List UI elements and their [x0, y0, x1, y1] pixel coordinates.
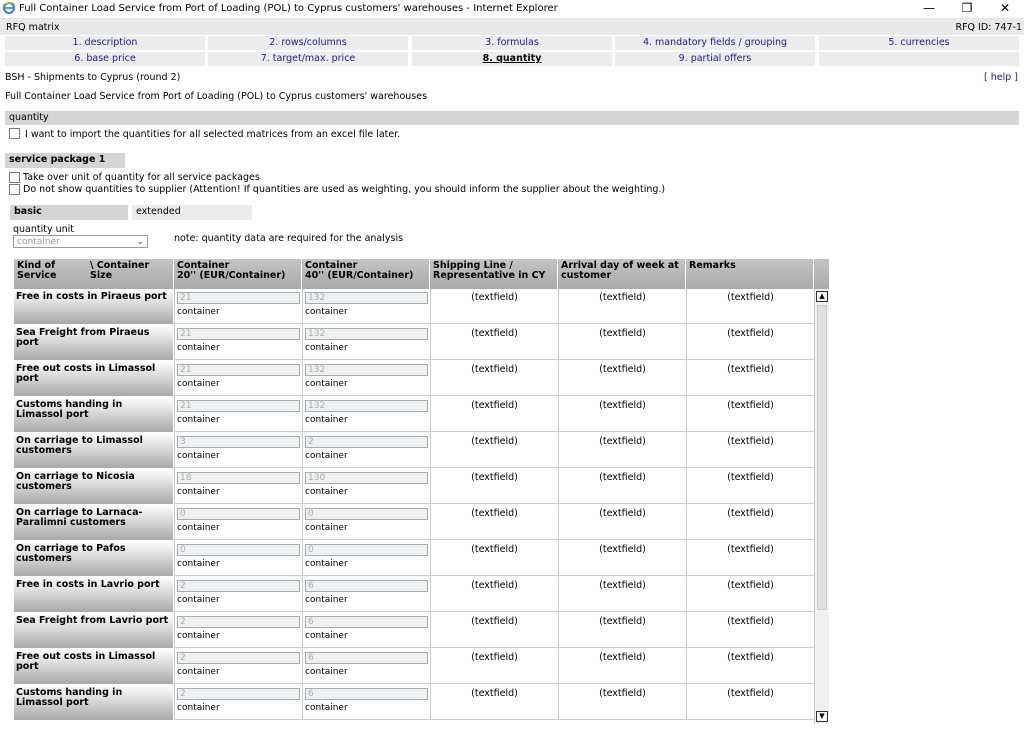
quantity-cell	[174, 325, 302, 360]
textfield-placeholder: (textfield)	[727, 616, 774, 627]
quantity-cell	[302, 469, 430, 504]
textfield-placeholder: (textfield)	[471, 616, 518, 627]
row-label: Free out costs in Limassol port	[14, 649, 173, 684]
quantity-cell	[174, 361, 302, 396]
textfield-placeholder: (textfield)	[471, 580, 518, 591]
textfield-cell	[686, 505, 814, 540]
textfield-placeholder: (textfield)	[599, 652, 646, 663]
chevron-down-icon: ⌄	[136, 237, 144, 247]
row-label: On carriage to Nicosia customers	[14, 469, 173, 504]
scroll-down-icon[interactable]: ▼	[816, 711, 828, 722]
section-header	[5, 111, 1019, 125]
section-title: quantity	[9, 112, 49, 123]
textfield-placeholder: (textfield)	[599, 544, 646, 555]
textfield-cell	[686, 577, 814, 612]
textfield-placeholder: (textfield)	[599, 292, 646, 303]
textfield-cell	[686, 361, 814, 396]
quantity-unit-text: container	[177, 487, 220, 497]
takeover-unit-label: Take over unit of quantity for all service packages	[23, 172, 260, 183]
quantity-unit-text: container	[305, 415, 348, 425]
header-shipping-line: Shipping Line / Representative in CY	[430, 259, 557, 289]
quantity-input-40[interactable]: 0	[305, 508, 428, 520]
row-label: Free in costs in Piraeus port	[14, 289, 173, 324]
textfield-placeholder: (textfield)	[599, 472, 646, 483]
textfield-placeholder: (textfield)	[599, 616, 646, 627]
textfield-cell	[430, 685, 558, 720]
quantity-input-40[interactable]: 6	[305, 688, 428, 700]
textfield-placeholder: (textfield)	[471, 328, 518, 339]
quantity-input-40[interactable]: 6	[305, 616, 428, 628]
quantity-unit-text: container	[177, 343, 220, 353]
quantity-cell	[302, 325, 430, 360]
quantity-input-20[interactable]: 18	[177, 472, 300, 484]
quantity-unit-select[interactable]	[13, 235, 148, 248]
tab-description[interactable]: 1. description	[5, 36, 205, 50]
quantity-input-20[interactable]: 21	[177, 400, 300, 412]
textfield-cell	[558, 433, 686, 468]
tab-target-max-price[interactable]: 7. target/max. price	[208, 52, 408, 66]
quantity-input-40[interactable]: 132	[305, 364, 428, 376]
subtab-basic[interactable]: basic	[10, 205, 128, 220]
quantity-cell	[302, 613, 430, 648]
tab-mandatory-fields[interactable]: 4. mandatory fields / grouping	[615, 36, 815, 50]
quantity-unit-text: container	[305, 379, 348, 389]
app-title: RFQ matrix	[6, 22, 60, 33]
textfield-placeholder: (textfield)	[471, 652, 518, 663]
row-label: Free out costs in Limassol port	[14, 361, 173, 396]
quantity-cell	[302, 289, 430, 324]
header-remarks: Remarks	[686, 259, 813, 289]
textfield-cell	[686, 433, 814, 468]
quantity-cell	[302, 577, 430, 612]
takeover-unit-checkbox[interactable]	[9, 172, 20, 183]
textfield-placeholder: (textfield)	[471, 508, 518, 519]
textfield-cell	[558, 325, 686, 360]
quantity-cell	[174, 613, 302, 648]
window-titlebar	[0, 0, 1024, 19]
quantity-matrix	[14, 259, 829, 724]
page-subtitle: Full Container Load Service from Port of Loading (POL) to Cyprus customers' warehouses	[5, 91, 428, 102]
quantity-unit-text: container	[305, 343, 348, 353]
scroll-thumb[interactable]	[817, 305, 827, 610]
textfield-cell	[686, 397, 814, 432]
quantity-input-20[interactable]: 21	[177, 292, 300, 304]
quantity-cell	[174, 577, 302, 612]
quantity-unit-text: container	[177, 307, 220, 317]
quantity-cell	[174, 433, 302, 468]
internet-explorer-icon	[3, 2, 15, 14]
quantity-unit-text: container	[305, 559, 348, 569]
textfield-cell	[430, 613, 558, 648]
textfield-placeholder: (textfield)	[727, 544, 774, 555]
textfield-placeholder: (textfield)	[727, 436, 774, 447]
textfield-cell	[558, 577, 686, 612]
textfield-cell	[686, 613, 814, 648]
quantity-input-20[interactable]: 0	[177, 508, 300, 520]
header-arrival-day: Arrival day of week at customer	[558, 259, 685, 289]
close-button[interactable]: ✕	[999, 1, 1011, 15]
quantity-unit-text: container	[305, 595, 348, 605]
header-container-size: \ Container Size	[90, 260, 150, 281]
quantity-unit-text: container	[305, 667, 348, 677]
textfield-cell	[686, 325, 814, 360]
textfield-cell	[430, 649, 558, 684]
quantity-unit-text: container	[177, 631, 220, 641]
quantity-input-20[interactable]: 2	[177, 652, 300, 664]
quantity-unit-text: container	[177, 415, 220, 425]
quantity-unit-text: container	[305, 451, 348, 461]
row-label: On carriage to Larnaca-Paralimni customers	[14, 505, 173, 540]
textfield-cell	[686, 289, 814, 324]
textfield-placeholder: (textfield)	[471, 544, 518, 555]
quantity-unit-text: container	[177, 595, 220, 605]
quantity-input-40[interactable]: 0	[305, 544, 428, 556]
subtab-extended[interactable]: extended	[132, 205, 252, 220]
textfield-placeholder: (textfield)	[727, 688, 774, 699]
quantity-input-40[interactable]: 2	[305, 436, 428, 448]
quantity-input-40[interactable]: 6	[305, 652, 428, 664]
textfield-cell	[558, 505, 686, 540]
textfield-placeholder: (textfield)	[599, 688, 646, 699]
quantity-input-40[interactable]: 6	[305, 580, 428, 592]
quantity-input-20[interactable]: 21	[177, 364, 300, 376]
textfield-placeholder: (textfield)	[471, 688, 518, 699]
textfield-cell	[430, 289, 558, 324]
tab-rows-columns[interactable]: 2. rows/columns	[208, 36, 408, 50]
textfield-placeholder: (textfield)	[727, 364, 774, 375]
quantity-note: note: quantity data are required for the analysis	[174, 233, 404, 244]
quantity-cell	[174, 685, 302, 720]
textfield-cell	[430, 469, 558, 504]
header-container-20: Container 20'' (EUR/Container)	[174, 259, 301, 289]
quantity-unit-label: quantity unit	[13, 224, 75, 235]
textfield-placeholder: (textfield)	[599, 328, 646, 339]
quantity-cell	[302, 397, 430, 432]
quantity-input-20[interactable]: 2	[177, 616, 300, 628]
service-package-label: service package 1	[9, 154, 106, 165]
hide-quantities-checkbox[interactable]	[9, 184, 20, 195]
quantity-cell	[302, 505, 430, 540]
hide-quantities-label: Do not show quantities to supplier (Attention! If quantities are used as weighting, you should inform the supplier about the weighting.)	[23, 184, 666, 195]
quantity-cell	[174, 397, 302, 432]
import-excel-checkbox[interactable]	[9, 128, 20, 139]
tab-base-price[interactable]: 6. base price	[5, 52, 205, 66]
quantity-input-20[interactable]: 0	[177, 544, 300, 556]
table-scrollbar[interactable]	[814, 289, 829, 724]
scroll-up-icon[interactable]: ▲	[816, 291, 828, 302]
quantity-input-20[interactable]: 2	[177, 580, 300, 592]
quantity-unit-text: container	[305, 631, 348, 641]
tab-empty	[819, 52, 1019, 66]
textfield-placeholder: (textfield)	[727, 472, 774, 483]
textfield-placeholder: (textfield)	[471, 472, 518, 483]
textfield-cell	[558, 469, 686, 504]
textfield-placeholder: (textfield)	[727, 328, 774, 339]
textfield-cell	[558, 289, 686, 324]
header-kind-of-service: Kind of Service	[17, 260, 57, 281]
tab-partial-offers[interactable]: 9. partial offers	[615, 52, 815, 66]
quantity-input-40[interactable]: 132	[305, 292, 428, 304]
textfield-placeholder: (textfield)	[727, 400, 774, 411]
header-corner	[14, 259, 173, 289]
minimize-button[interactable]: —	[923, 1, 935, 15]
quantity-unit-text: container	[177, 559, 220, 569]
textfield-cell	[430, 361, 558, 396]
quantity-cell	[174, 469, 302, 504]
row-label: Sea Freight from Piraeus port	[14, 325, 173, 360]
quantity-input-40[interactable]: 132	[305, 400, 428, 412]
import-excel-label: I want to import the quantities for all selected matrices from an excel file later.	[25, 129, 401, 140]
tab-quantity[interactable]: 8. quantity	[412, 52, 612, 66]
quantity-unit-text: container	[177, 451, 220, 461]
quantity-unit-text: container	[177, 379, 220, 389]
quantity-cell	[302, 649, 430, 684]
textfield-cell	[430, 505, 558, 540]
help-link[interactable]: [ help ]	[984, 72, 1018, 83]
textfield-placeholder: (textfield)	[471, 400, 518, 411]
quantity-cell	[174, 505, 302, 540]
textfield-cell	[686, 541, 814, 576]
textfield-placeholder: (textfield)	[471, 364, 518, 375]
quantity-cell	[174, 649, 302, 684]
tab-formulas[interactable]: 3. formulas	[412, 36, 612, 50]
row-label: On carriage to Pafos customers	[14, 541, 173, 576]
quantity-cell	[174, 541, 302, 576]
textfield-cell	[558, 649, 686, 684]
quantity-unit-text: container	[177, 703, 220, 713]
step-tabs	[5, 36, 1024, 67]
textfield-cell	[430, 397, 558, 432]
textfield-cell	[430, 577, 558, 612]
textfield-placeholder: (textfield)	[599, 400, 646, 411]
row-label: On carriage to Limassol customers	[14, 433, 173, 468]
service-package-tab[interactable]	[5, 153, 125, 168]
quantity-unit-text: container	[177, 523, 220, 533]
quantity-input-20[interactable]: 3	[177, 436, 300, 448]
quantity-cell	[302, 361, 430, 396]
quantity-unit-text: container	[305, 523, 348, 533]
window-title: Full Container Load Service from Port of Loading (POL) to Cyprus customers' warehouses - Internet Explorer	[19, 3, 558, 14]
textfield-cell	[558, 685, 686, 720]
textfield-cell	[686, 649, 814, 684]
restore-button[interactable]: ❐	[961, 1, 973, 15]
textfield-cell	[558, 541, 686, 576]
quantity-unit-text: container	[305, 487, 348, 497]
quantity-cell	[302, 685, 430, 720]
textfield-placeholder: (textfield)	[599, 436, 646, 447]
quantity-unit-text: container	[305, 307, 348, 317]
quantity-input-40[interactable]: 132	[305, 328, 428, 340]
textfield-placeholder: (textfield)	[599, 580, 646, 591]
quantity-cell	[174, 289, 302, 324]
row-label: Free in costs in Lavrio port	[14, 577, 173, 612]
header-scroll-spacer	[814, 259, 829, 289]
tab-currencies[interactable]: 5. currencies	[819, 36, 1019, 50]
row-label: Customs handing in Limassol port	[14, 397, 173, 432]
textfield-cell	[430, 325, 558, 360]
textfield-cell	[430, 541, 558, 576]
textfield-placeholder: (textfield)	[727, 292, 774, 303]
rfq-id: RFQ ID: 747-1	[955, 22, 1022, 33]
page-title: BSH - Shipments to Cyprus (round 2)	[5, 72, 181, 83]
quantity-input-20[interactable]: 21	[177, 328, 300, 340]
textfield-cell	[558, 613, 686, 648]
quantity-unit-text: container	[305, 703, 348, 713]
textfield-placeholder: (textfield)	[727, 508, 774, 519]
quantity-input-20[interactable]: 2	[177, 688, 300, 700]
quantity-input-40[interactable]: 130	[305, 472, 428, 484]
textfield-placeholder: (textfield)	[599, 364, 646, 375]
textfield-placeholder: (textfield)	[727, 652, 774, 663]
textfield-placeholder: (textfield)	[599, 508, 646, 519]
quantity-cell	[302, 541, 430, 576]
row-label: Customs handing in Limassol port	[14, 685, 173, 720]
quantity-cell	[302, 433, 430, 468]
textfield-cell	[430, 433, 558, 468]
textfield-placeholder: (textfield)	[727, 580, 774, 591]
header-container-40: Container 40'' (EUR/Container)	[302, 259, 429, 289]
app-header	[0, 19, 1024, 35]
row-label: Sea Freight from Lavrio port	[14, 613, 173, 648]
textfield-placeholder: (textfield)	[471, 292, 518, 303]
textfield-cell	[686, 685, 814, 720]
quantity-unit-text: container	[177, 667, 220, 677]
textfield-cell	[686, 469, 814, 504]
textfield-placeholder: (textfield)	[471, 436, 518, 447]
quantity-unit-value: container	[17, 237, 60, 247]
textfield-cell	[558, 397, 686, 432]
textfield-cell	[558, 361, 686, 396]
